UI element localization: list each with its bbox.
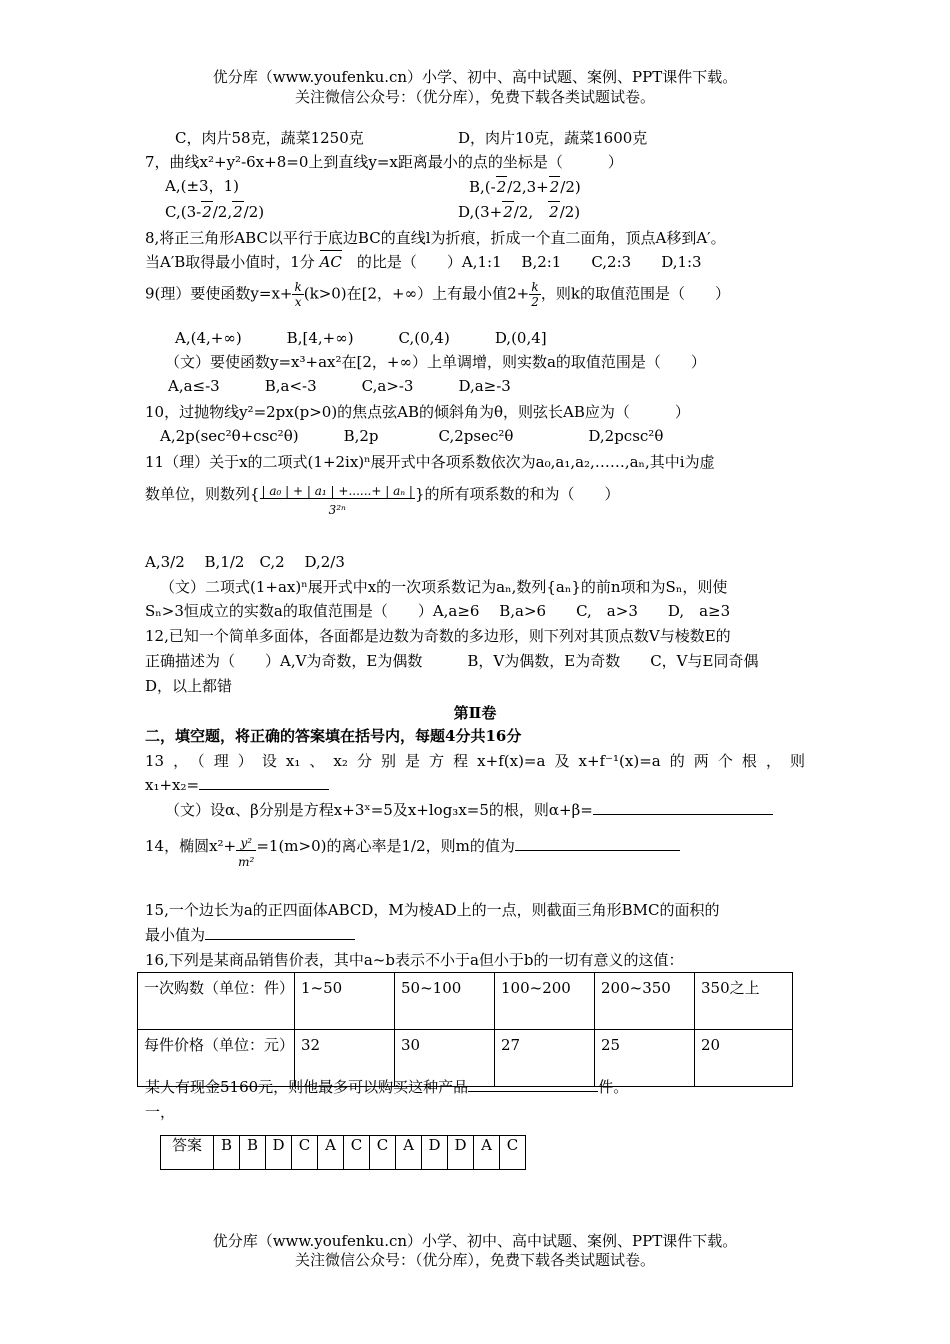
table-cell: 100~200 [495, 973, 595, 1030]
answer-blank [199, 775, 329, 790]
q12-line-3: D，以上都错 [145, 677, 233, 695]
q9-li-stem: 9(理）要使函数y=x+ $\frac{k}{x}$ (k>0)在[2，+∞）上有最小值2+ $\frac{k}{2}$ ，则k的取值范围是（ ） [145, 280, 730, 309]
answer-blank [205, 925, 355, 940]
section-2-heading: 二，填空题，将正确的答案填在括号内，每题4分共16分 [145, 727, 522, 745]
q9-wen-options: A,a≤-3 B,a<-3 C,a>-3 D,a≥-3 [168, 377, 511, 395]
q8-line-1: 8,将正三角形ABC以平行于底边BC的直线l为折痕，折成一个直二面角，顶点A移到A′。 [145, 229, 726, 247]
answer-cell: C [500, 1136, 526, 1170]
q16-after: 某人有现金5160元，则他最多可以购买这种产品 件。 [145, 1078, 629, 1096]
q7-option-d: D,(3+2/2, 2/2) [458, 203, 581, 221]
header-line-2: 关注微信公众号：（优分库），免费下载各类试题试卷。 [294, 88, 655, 106]
part-2-title: 第Ⅱ卷 [453, 704, 497, 722]
answer-cell: B [240, 1136, 266, 1170]
fraction-abs-sum: $\frac{\text{| a₀ | + | a₁ | +......+ | aₙ |}}{\text{3²ⁿ}}$ [261, 484, 413, 517]
q9-wen-stem: （文）要使函数y=x³+ax²在[2，+∞）上单调增，则实数a的取值范围是（ ） [165, 353, 706, 371]
q11-li-options: A,3/2 B,1/2 C,2 D,2/3 [145, 553, 345, 571]
q15-line-2: 最小值为 [145, 925, 355, 945]
answer-cell: C [370, 1136, 396, 1170]
q7-option-a: A,(±3，1) [165, 177, 239, 195]
table-cell: 20 [695, 1030, 793, 1087]
footer-line-1: 优分库（www.youfenku.cn）小学、初中、高中试题、案例、PPT课件下载。 [212, 1232, 738, 1250]
table-cell: 200~350 [595, 973, 695, 1030]
table-cell: 一次购数（单位：件） [138, 973, 295, 1030]
table-row [161, 1136, 526, 1170]
table-cell: 350之上 [695, 973, 793, 1030]
answer-cell: A [396, 1136, 422, 1170]
q9-li-options: A,(4,+∞) B,[4,+∞) C,(0,4) D,(0,4] [175, 329, 547, 347]
answers-section-mark: 一， [145, 1103, 176, 1121]
table-cell: 30 [395, 1030, 495, 1087]
table-row [138, 973, 793, 1030]
fraction-y2-over-m2: $\frac{\text{y²}}{\text{m²}}$ [238, 836, 255, 869]
answer-cell: D [448, 1136, 474, 1170]
sqrt-symbol: 2 [496, 178, 507, 196]
answer-table [160, 1135, 526, 1170]
q11-wen-line-1: （文）二项式(1+ax)ⁿ展开式中x的一次项系数记为aₙ,数列{aₙ}的前n项和为Sₙ，则使 [160, 578, 728, 596]
header-line-1: 优分库（www.youfenku.cn）小学、初中、高中试题、案例、PPT课件下载。 [212, 68, 738, 86]
q10-stem: 10，过抛物线y²=2px(p>0)的焦点弦AB的倾斜角为θ，则弦长AB应为（ ） [145, 403, 690, 421]
q13-wen: （文）设α、β分别是方程x+3ˣ=5及x+log₃x=5的根，则α+β= [165, 800, 773, 820]
answer-label: 答案 [161, 1136, 214, 1170]
answer-cell: B [214, 1136, 240, 1170]
table-cell: 25 [595, 1030, 695, 1087]
sqrt-symbol: 2 [549, 178, 560, 196]
q7-option-c: C,(3-2/2,2/2) [165, 203, 265, 221]
q7-stem: 7，曲线x²+y²-6x+8=0上到直线y=x距离最小的点的坐标是（ ） [145, 153, 623, 171]
q11-li-line-2: 数单位，则数列{ $\frac{\text{| a₀ | + | a₁ | +......+ | aₙ |}}{\text{3²ⁿ}}$ }的所有项系数的和为（ ） [145, 484, 620, 517]
table-cell: 1~50 [295, 973, 395, 1030]
sqrt-symbol: 2 [202, 203, 212, 221]
table-cell: 32 [295, 1030, 395, 1087]
q8-line-2: 当A′B取得最小值时，1分 AC 的比是（ ）A,1:1 B,2:1 C,2:3 D,1:3 [145, 253, 702, 271]
answer-blank [593, 800, 773, 815]
sqrt-symbol: 2 [233, 203, 243, 221]
q13-li-line-2: x₁+x₂= [145, 775, 329, 795]
answer-cell: D [422, 1136, 448, 1170]
q13-li-line-1: 13，（理）设x₁、x₂分别是方程x+f(x)=a及x+f⁻¹(x)=a的两个根，则 [145, 752, 805, 770]
table-cell: 每件价格（单位：元） [138, 1030, 295, 1087]
fraction-k-over-x: $\frac{k}{x}$ [294, 280, 302, 309]
q14: 14，椭圆x²+ $\frac{\text{y²}}{\text{m²}}$ =1(m>0)的离心率是1/2，则m的值为 [145, 836, 680, 869]
q7-option-b: B,(-2/2,3+2/2) [469, 178, 581, 196]
q11-wen-line-2: Sₙ>3恒成立的实数a的取值范围是（ ）A,a≥6 B,a>6 C, a>3 D, a≥3 [145, 602, 731, 620]
vector-ac: AC [319, 253, 342, 271]
answer-cell: A [318, 1136, 344, 1170]
q6-option-c: C，肉片58克，蔬菜1250克 [175, 129, 364, 147]
table-cell: 27 [495, 1030, 595, 1087]
answer-blank [468, 1077, 598, 1092]
answer-cell: D [266, 1136, 292, 1170]
fraction-k-over-2: $\frac{k}{2}$ [531, 280, 539, 309]
answer-cell: A [474, 1136, 500, 1170]
q12-line-2: 正确描述为（ ）A,V为奇数，E为偶数 B，V为偶数，E为奇数 C，V与E同奇偶 [145, 652, 759, 670]
q15-line-1: 15,一个边长为a的正四面体ABCD，M为棱AD上的一点，则截面三角形BMC的面积的 [145, 901, 720, 919]
q16-stem: 16,下列是某商品销售价表，其中a~b表示不小于a但小于b的一切有意义的这值： [145, 951, 684, 969]
answer-cell: C [344, 1136, 370, 1170]
sqrt-symbol: 2 [549, 203, 559, 221]
q10-options: A,2p(sec²θ+csc²θ) B,2p C,2psec²θ D,2pcsc²θ [160, 427, 664, 445]
answer-cell: C [292, 1136, 318, 1170]
price-table [137, 972, 793, 1087]
table-cell: 50~100 [395, 973, 495, 1030]
footer-line-2: 关注微信公众号：（优分库），免费下载各类试题试卷。 [294, 1251, 655, 1269]
sqrt-symbol: 2 [503, 203, 513, 221]
q6-option-d: D，肉片10克，蔬菜1600克 [458, 129, 648, 147]
answer-blank [515, 836, 680, 851]
q11-li-line-1: 11（理）关于x的二项式(1+2ix)ⁿ展开式中各项系数依次为a₀,a₁,a₂,……,aₙ,其中i为虚 [145, 453, 715, 471]
q12-line-1: 12,已知一个简单多面体，各面都是边数为奇数的多边形，则下列对其顶点数V与棱数E的 [145, 627, 731, 645]
